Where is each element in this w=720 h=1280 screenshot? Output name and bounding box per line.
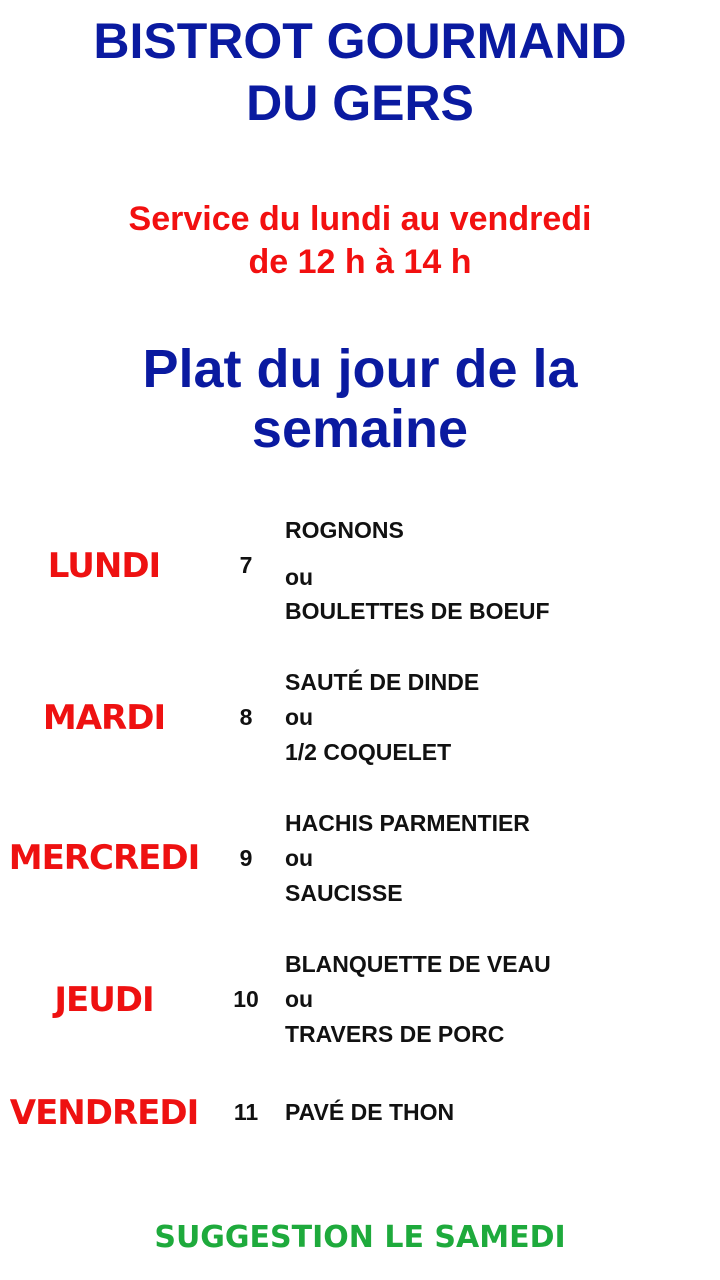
dish-monday-or: ou	[285, 564, 314, 590]
restaurant-title	[0, 10, 720, 134]
date-tuesday: 8	[239, 704, 253, 730]
restaurant-title-line1: BISTROT GOURMAND	[93, 13, 627, 69]
dish-thursday-1: BLANQUETTE DE VEAU	[285, 951, 551, 977]
day-tuesday: MARDI	[42, 698, 166, 738]
dish-tuesday-1: SAUTÉ DE DINDE	[285, 669, 480, 695]
date-thursday: 10	[233, 986, 259, 1012]
dish-thursday-or: ou	[285, 986, 314, 1012]
week-dish-title-line2: semaine	[251, 399, 469, 459]
week-dish-title	[0, 339, 720, 459]
day-friday: VENDREDI	[9, 1093, 199, 1133]
dish-monday-1: ROGNONS	[285, 517, 404, 543]
dish-tuesday-or: ou	[285, 704, 314, 730]
day-wednesday: MERCREDI	[8, 838, 200, 878]
dish-wednesday-or: ou	[285, 845, 314, 871]
service-hours-line2: de 12 h à 14 h	[248, 243, 472, 281]
date-friday: 11	[233, 1099, 259, 1125]
dish-thursday-2: TRAVERS DE PORC	[285, 1021, 505, 1047]
saturday-suggestion: SUGGESTION LE SAMEDI	[154, 1220, 566, 1255]
day-thursday: JEUDI	[54, 980, 154, 1020]
date-monday: 7	[239, 552, 253, 578]
dish-tuesday-2: 1/2 COQUELET	[285, 739, 452, 765]
dish-wednesday-2: SAUCISSE	[285, 880, 403, 906]
week-dish-title-line1: Plat du jour de la	[142, 339, 578, 399]
date-wednesday: 9	[239, 845, 253, 871]
dish-wednesday-1: HACHIS PARMENTIER	[285, 810, 530, 836]
day-monday: LUNDI	[47, 546, 161, 586]
dish-monday-2: BOULETTES DE BOEUF	[285, 598, 550, 624]
service-hours	[0, 198, 720, 284]
dish-friday-1: PAVÉ DE THON	[285, 1099, 455, 1125]
service-hours-line1: Service du lundi au vendredi	[128, 200, 592, 238]
restaurant-title-line2: DU GERS	[246, 75, 474, 131]
